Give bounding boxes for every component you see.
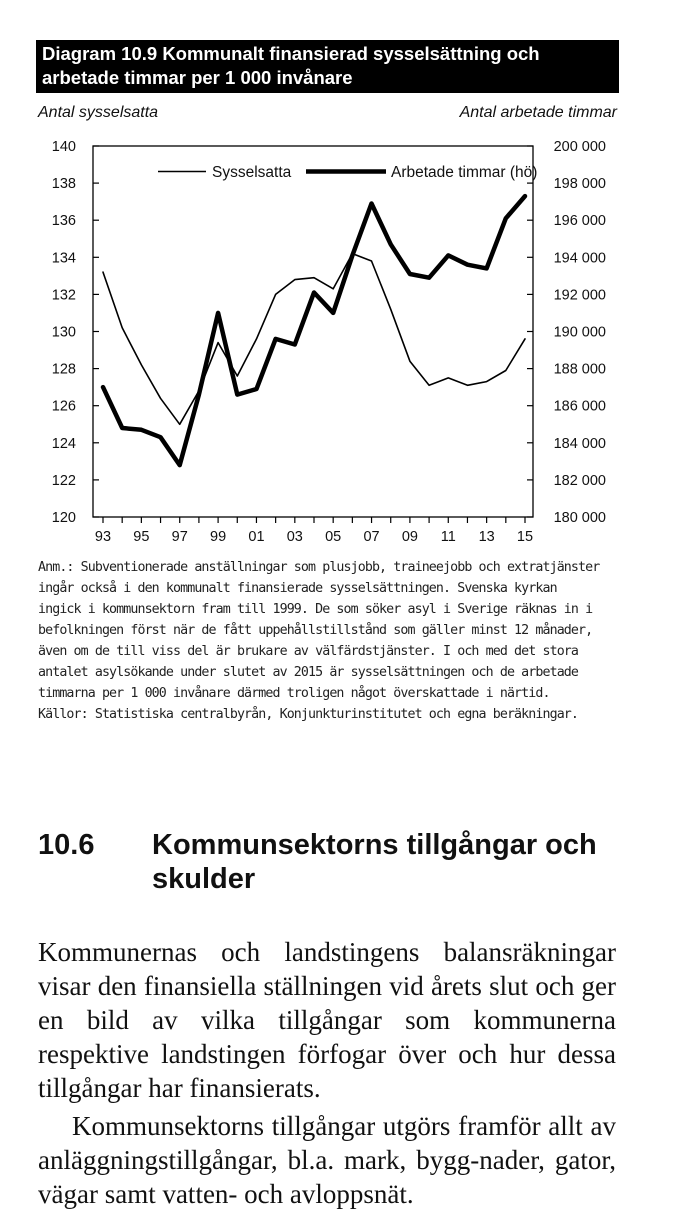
figure-title: Diagram 10.9 Kommunalt finansierad sysselsättning och arbetade timmar per 1 000 invånare [36,40,619,93]
figure-note [38,557,628,725]
x-tick-label: 97 [171,529,188,545]
body-text [38,935,616,1211]
y-right-tick-label: 184 000 [553,435,606,452]
y-left-tick-label: 120 [51,510,76,526]
y-left-tick-label: 134 [51,250,76,267]
note-line: Anm.: Subventionerade anställningar som plusjobb, traineejobb och extratjänster [38,560,600,575]
y-axis-left-title: Antal sysselsatta [38,104,159,121]
y-right-tick-label: 190 000 [553,324,606,341]
y-left-tick-label: 140 [51,139,76,155]
y-right-tick-label: 188 000 [553,361,606,378]
y-left-tick-label: 130 [51,324,76,341]
x-tick-label: 05 [325,529,342,545]
note-line: även om de till viss del är brukare av välfärdstjänster. I och med det stora [38,644,579,659]
y-right-tick-label: 182 000 [553,472,606,489]
note-line: ingår också i den kommunalt finansierade sysselsättningen. Svenska kyrkan [38,581,557,596]
x-tick-label: 11 [440,529,456,545]
x-tick-label: 07 [363,529,380,545]
x-tick-label: 95 [133,529,150,545]
section-number: 10.6 [38,829,95,861]
legend-label-sysselsatta: Sysselsatta [212,164,292,181]
paragraph-2: Kommunsektorns tillgångar utgörs framför allt av anläggningstillgångar, bl.a. mark, bygg-nader, gator, vägar samt vatten- och avloppsnät. [38,1111,616,1209]
x-tick-label: 09 [401,529,418,545]
x-tick-label: 01 [248,529,265,545]
section-title: Kommunsektorns tillgångar och skulder [152,829,597,895]
y-left-tick-label: 126 [51,398,76,415]
legend [158,164,537,181]
y-axis-right-title: Antal arbetade timmar [459,104,617,121]
plot-frame [93,146,533,517]
note-line: Källor: Statistiska centralbyrån, Konjunkturinstitutet och egna beräkningar. [38,707,579,722]
note-line: ingick i kommunsektorn fram till 1999. De som söker asyl i Sverige räknas in i [38,602,593,617]
x-tick-label: 93 [94,529,112,545]
y-left-tick-label: 122 [51,472,76,489]
y-right-tick-label: 192 000 [553,287,606,304]
x-tick-label: 03 [286,529,303,545]
y-right-tick-label: 196 000 [553,213,606,230]
note-line: antalet asylsökande under slutet av 2015 är sysselsättningen och de arbetade [38,665,579,680]
y-right-tick-label: 186 000 [553,398,606,415]
x-tick-label: 13 [478,529,495,545]
line-chart [0,130,675,560]
y-left-tick-label: 138 [51,176,76,193]
paragraph-1: Kommunernas och landstingens balansräkningar visar den finansiella ställningen vid årets slut och ger en bild av vilka tillgångar som kommunerna respektive landstingen förfogar över och hur dessa tillgångar har finansierats. [38,937,616,1103]
series-line-sysselsatta [103,254,525,425]
y-left-tick-label: 136 [51,213,76,230]
y-right-tick-label: 180 000 [553,510,606,526]
y-right-tick-label: 198 000 [553,176,606,193]
y-left-tick-label: 124 [51,435,76,452]
y-left-tick-label: 132 [51,287,76,304]
legend-label-arbetade-timmar: Arbetade timmar (hö) [391,164,538,181]
series-line-arbetade-timmar [103,196,525,465]
x-tick-label: 99 [210,529,227,545]
y-left-tick-label: 128 [51,361,76,378]
note-line: timmarna per 1 000 invånare därmed troligen något överskattade i närtid. [38,686,550,701]
x-tick-label: 15 [516,529,534,545]
y-right-tick-label: 200 000 [553,139,606,155]
note-line: befolkningen först när de fått uppehållstillstånd som gäller minst 12 månader, [38,623,593,638]
y-right-tick-label: 194 000 [553,250,606,267]
